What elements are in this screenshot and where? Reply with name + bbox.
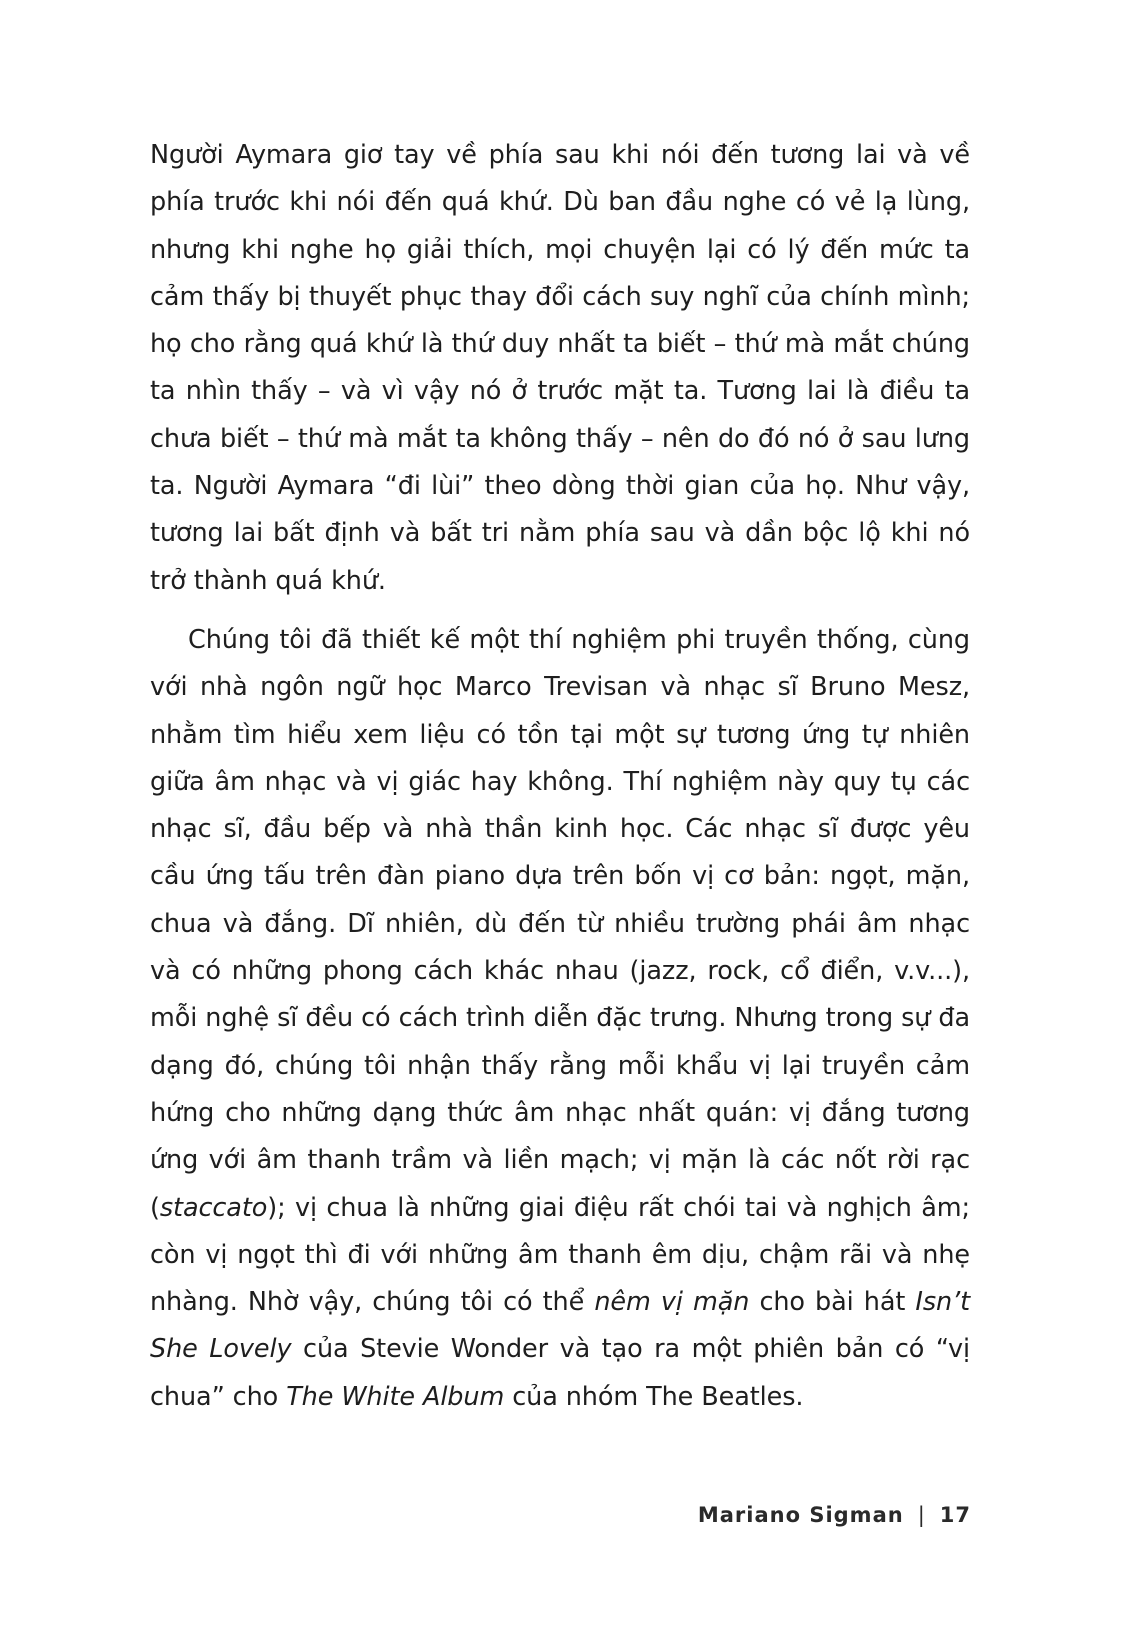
paragraph-experiment-text-3: cho bài hát	[749, 1287, 916, 1318]
paragraph-aymara-text: Người Aymara giơ tay về phía sau khi nói đến tương lai và về phía trước khi nói đến quá khứ. Dù ban đầu nghe có vẻ lạ lùng, nhưng khi nghe họ giải thích, mọi chuyện lại có lý đến mức ta cảm thấy bị thuyết phục thay đổi cách suy nghĩ của chính mình; họ cho rằng quá khứ là thứ duy nhất ta biết – thứ mà mắt chúng ta nhìn thấy – và vì vậy nó ở trước mặt ta. Tương lai là điều ta chưa biết – thứ mà mắt ta không thấy – nên do đó nó ở sau lưng ta. Người Aymara “đi lùi” theo dòng thời gian của họ. Như vậy, tương lai bất định và bất tri nằm phía sau và dần bộc lộ khi nó trở thành quá khứ.	[150, 140, 970, 596]
italic-album-title: The White Album	[286, 1381, 505, 1412]
paragraph-experiment-text-5: của nhóm The Beatles.	[504, 1381, 804, 1412]
paragraph-experiment-text-4: của Stevie Wonder và tạo ra một phiên bản có “vị chua” cho	[150, 1334, 971, 1412]
page-footer	[698, 1503, 971, 1527]
page-body	[150, 132, 970, 1421]
paragraph-aymara	[150, 132, 970, 605]
page-number: 17	[939, 1503, 971, 1527]
italic-song-title: Isn’t She Lovely	[150, 1287, 970, 1365]
paragraph-experiment	[150, 617, 970, 1421]
paragraph-experiment-text-1: Chúng tôi đã thiết kế một thí nghiệm phi truyền thống, cùng với nhà ngôn ngữ học Marco Trevisan và nhạc sĩ Bruno Mesz, nhằm tìm hiểu xem liệu có tồn tại một sự tương ứng tự nhiên giữa âm nhạc và vị giác hay không. Thí nghiệm này quy tụ các nhạc sĩ, đầu bếp và nhà thần kinh học. Các nhạc sĩ được yêu cầu ứng tấu trên đàn piano dựa trên bốn vị cơ bản: ngọt, mặn, chua và đắng. Dĩ nhiên, dù đến từ nhiều trường phái âm nhạc và có những phong cách khác nhau (jazz, rock, cổ điển, v.v...), mỗi nghệ sĩ đều có cách trình diễn đặc trưng. Nhưng trong sự đa dạng đó, chúng tôi nhận thấy rằng mỗi khẩu vị lại truyền cảm hứng cho những dạng thức âm nhạc nhất quán: vị đắng tương ứng với âm thanh trầm và liền mạch; vị mặn là các nốt rời rạc (	[150, 624, 970, 1223]
footer-separator: |	[917, 1503, 926, 1527]
italic-staccato: staccato	[159, 1192, 268, 1223]
italic-nem-vi-man: nêm vị mặn	[594, 1287, 750, 1318]
footer-author: Mariano Sigman	[697, 1503, 904, 1527]
paragraph-experiment-text-2: ); vị chua là những giai điệu rất chói tai và nghịch âm; còn vị ngọt thì đi với những âm thanh êm dịu, chậm rãi và nhẹ nhàng. Nhờ vậy, chúng tôi có thể	[150, 1192, 970, 1318]
